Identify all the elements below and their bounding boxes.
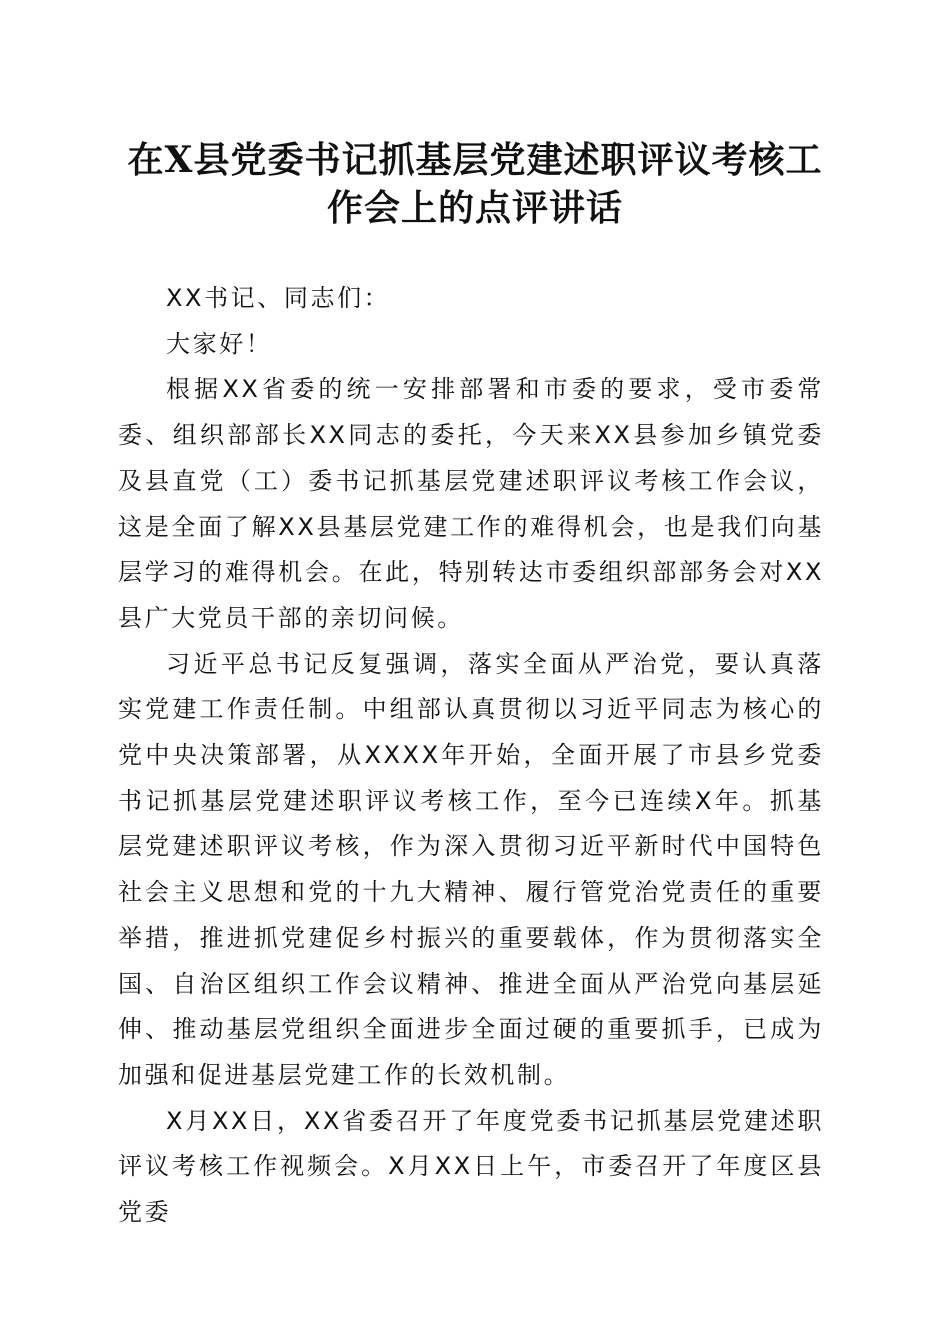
document-body — [118, 276, 824, 1236]
greeting-paragraph: 大家好！ — [166, 329, 273, 358]
document-title: 在X县党委书记抓基层党建述职评议考核工作会上的点评讲话 — [127, 139, 823, 229]
body-paragraph: 根据XX省委的统一安排部署和市委的要求，受市委常委、组织部部长XX同志的委托，今天来XX县参加乡镇党委及县直党（工）委书记抓基层党建述职评议考核工作会议，这是全面了解XX县基层党建工作的难得机会，也是我们向基层学习的难得机会。在此，特别转达市委组织部部务会对XX县广大党员干部的亲切问候。 — [118, 375, 824, 632]
body-paragraph: 习近平总书记反复强调，落实全面从严治党，要认真落实党建工作责任制。中组部认真贯彻以习近平同志为核心的党中央决策部署，从XXXX年开始，全面开展了市县乡党委书记抓基层党建述职评议考核工作，至今已连续X年。抓基层党建述职评议考核，作为深入贯彻习近平新时代中国特色社会主义思想和党的十九大精神、履行管党治党责任的重要举措，推进抓党建促乡村振兴的重要载体，作为贯彻落实全国、自治区组织工作会议精神、推进全面从严治党向基层延伸、推动基层党组织全面进步全面过硬的重要抓手，已成为加强和促进基层党建工作的长效机制。 — [118, 649, 824, 1089]
body-paragraph: X月XX日，XX省委召开了年度党委书记抓基层党建述职评议考核工作视频会。X月XX日上午，市委召开了年度区县党委 — [118, 1106, 824, 1227]
salutation-paragraph: XX书记、同志们： — [166, 284, 391, 312]
